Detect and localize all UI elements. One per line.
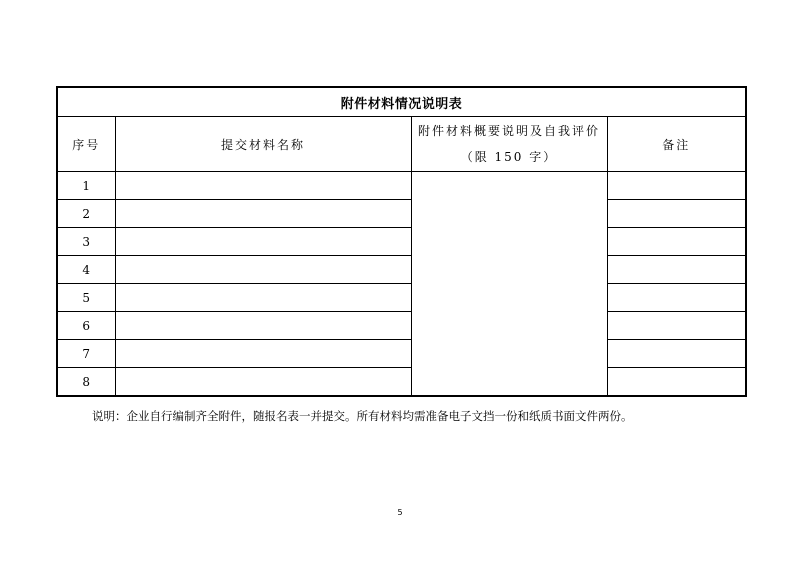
row-number: 5 [57,284,115,312]
material-name-cell[interactable] [115,340,411,368]
remark-cell[interactable] [607,284,746,312]
header-material-name: 提交材料名称 [115,117,411,172]
table-title: 附件材料情况说明表 [57,87,746,117]
remark-cell[interactable] [607,172,746,200]
table-row [57,256,746,284]
row-number: 3 [57,228,115,256]
row-number: 7 [57,340,115,368]
material-name-cell[interactable] [115,172,411,200]
table-row [57,172,746,200]
material-name-cell[interactable] [115,200,411,228]
material-name-cell[interactable] [115,228,411,256]
row-number: 8 [57,368,115,397]
remark-cell[interactable] [607,228,746,256]
remark-cell[interactable] [607,312,746,340]
row-number: 1 [57,172,115,200]
table-row [57,368,746,397]
header-description-line1: 附件材料概要说明及自我评价 [417,124,600,138]
remark-cell[interactable] [607,340,746,368]
remark-cell[interactable] [607,368,746,397]
remark-cell[interactable] [607,200,746,228]
page-number: 5 [397,508,403,517]
material-name-cell[interactable] [115,256,411,284]
material-name-cell[interactable] [115,284,411,312]
header-description [411,117,607,172]
header-seq: 序号 [57,117,115,172]
header-description-line2: （限 150 字） [460,150,558,164]
row-number: 4 [57,256,115,284]
attachment-table [56,86,747,397]
remark-cell[interactable] [607,256,746,284]
row-number: 6 [57,312,115,340]
explanatory-note: 说明：企业自行编制齐全附件，随报名表一并提交。所有材料均需准备电子文挡一份和纸质书面文件两份。 [92,409,633,423]
table-row [57,284,746,312]
table-row [57,312,746,340]
description-cell[interactable] [411,172,607,397]
material-name-cell[interactable] [115,312,411,340]
header-remark: 备注 [607,117,746,172]
table-row [57,228,746,256]
material-name-cell[interactable] [115,368,411,397]
table-row [57,340,746,368]
table-row [57,200,746,228]
row-number: 2 [57,200,115,228]
